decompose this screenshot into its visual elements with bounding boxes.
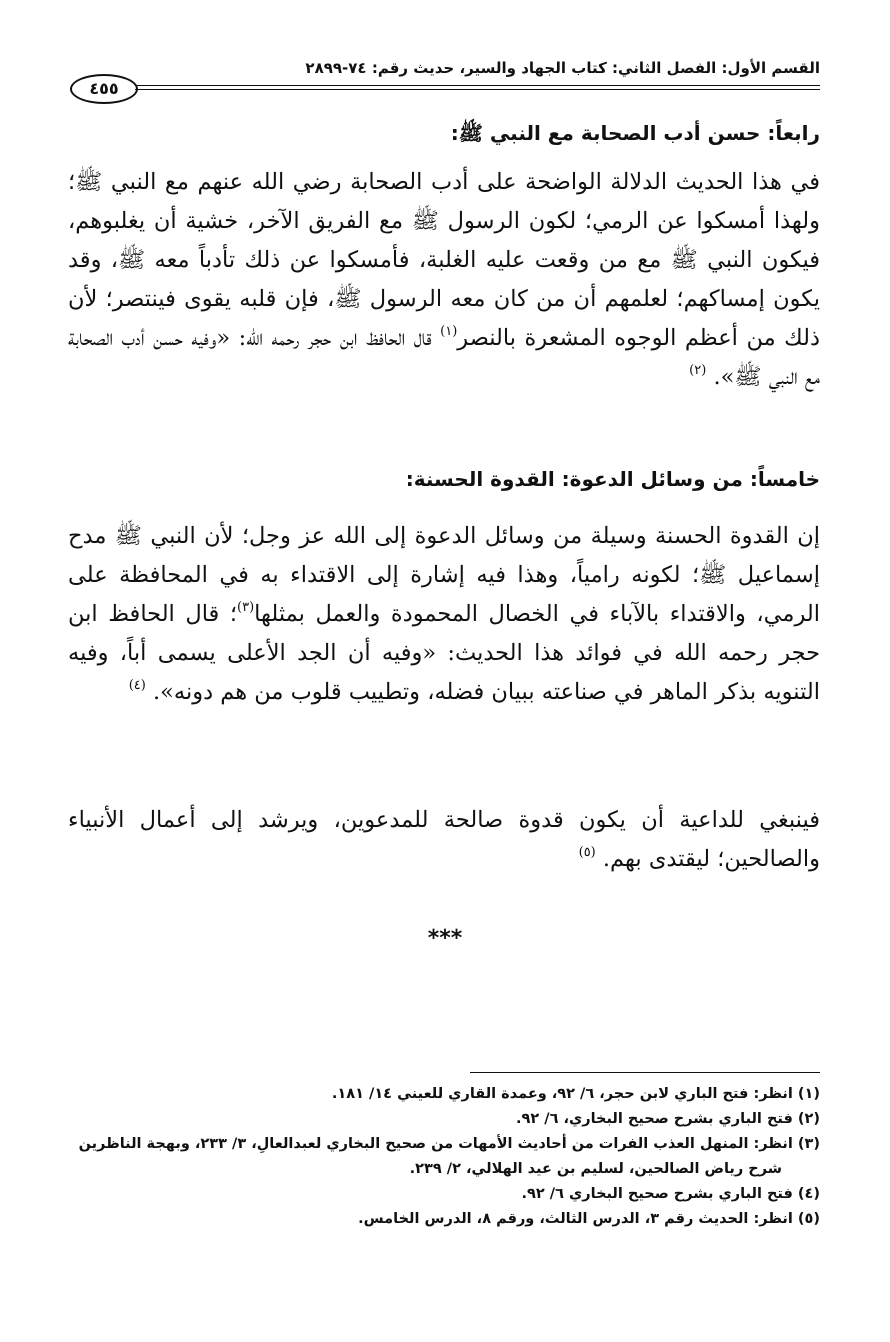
paragraph-text: في هذا الحديث الدلالة الواضحة على أدب الصحابة رضي الله عنهم مع النبي ﷺ؛ ولهذا أمسكوا عن الرمي؛ لكون الرسول ﷺ مع الفريق الآخر، خشية أن يغلبوهم، فيكون النبي ﷺ مع من وقعت عليه الغلبة، فأمسكوا عن ذلك تأدباً معه ﷺ، وقد يكون إمساكهم؛ لعلمهم أن من كان معه الرسول ﷺ، فإن قلبه يقوى فينتصر؛ لأن ذلك من أعظم الوجوه المشعرة بالنصر — [68, 169, 820, 351]
footnote-ref-5[interactable]: (٥) — [578, 845, 596, 860]
footnote-3: (٣) انظر: المنهل العذب الفرات من أحاديث الأمهات من صحيح البخاري لعبدالعالِ، ٣/ ٢٣٣، وبهجة الناظرين شرح رياض الصالحين، لسليم بن عيد الهلالي، ٢/ ٢٣٩. — [78, 1136, 820, 1177]
section-heading-4: رابعاً: حسن أدب الصحابة مع النبي ﷺ: — [450, 121, 820, 145]
section-5-paragraph-1 — [68, 517, 820, 712]
footnote-2: (٢) فتح الباري بشرح صحيح البخاري، ٦/ ٩٢. — [515, 1111, 820, 1127]
paragraph-text: فينبغي للداعية أن يكون قدوة صالحة للمدعوين، ويرشد إلى أعمال الأنبياء والصالحين؛ ليقتدى بهم. — [68, 807, 820, 872]
paragraph-text: إن القدوة الحسنة وسيلة من وسائل الدعوة إلى الله عز وجل؛ لأن النبي ﷺ مدح إسماعيل ﷺ؛ لكونه رامياً، وهذا فيه إشارة إلى الاقتداء به في المحافظة على الرمي، والاقتداء بالآباء في الخصال المحمودة والعمل بمثلها — [68, 523, 820, 627]
footnote-4: (٤) فتح الباري بشرح صحيح البخاري ٦/ ٩٢. — [521, 1186, 820, 1202]
footnote-rule — [470, 1072, 820, 1073]
running-header: القسم الأول: الفصل الثاني: كتاب الجهاد والسير، حديث رقم: ٧٤-٢٨٩٩ — [305, 59, 820, 77]
footnote-5: (٥) انظر: الحديث رقم ٣، الدرس الثالث، ورقم ٨، الدرس الخامس. — [358, 1211, 820, 1227]
footnote-ref-4[interactable]: (٤) — [128, 678, 146, 693]
section-4-paragraph — [68, 163, 820, 397]
section-heading-5: خامساً: من وسائل الدعوة: القدوة الحسنة: — [405, 467, 820, 491]
section-5-paragraph-2 — [68, 801, 820, 879]
footnote-1: (١) انظر: فتح الباري لابن حجر، ٦/ ٩٢، وعمدة القاري للعيني ١٤/ ١٨١. — [331, 1086, 820, 1102]
page-number: ٤٥٥ — [70, 74, 138, 104]
section-separator: *** — [427, 926, 463, 951]
footnote-ref-3[interactable]: (٣) — [237, 600, 255, 615]
footnotes — [68, 1082, 820, 1232]
paragraph-text: قال الحافظ ابن حجر رحمه الله: «وفيه حسن أدب الصحابة مع النبي ﷺ». — [68, 325, 820, 390]
header-rule — [135, 85, 820, 90]
footnote-ref-1[interactable]: (١) — [440, 324, 458, 339]
footnote-ref-2[interactable]: (٢) — [689, 363, 707, 378]
paragraph-text: ؛ قال الحافظ ابن حجر رحمه الله في فوائد هذا الحديث: «وفيه أن الجد الأعلى يسمى أباً، وفيه التنويه بذكر الماهر في صناعته ببيان فضله، وتطييب قلوب من هم دونه». — [68, 601, 820, 705]
